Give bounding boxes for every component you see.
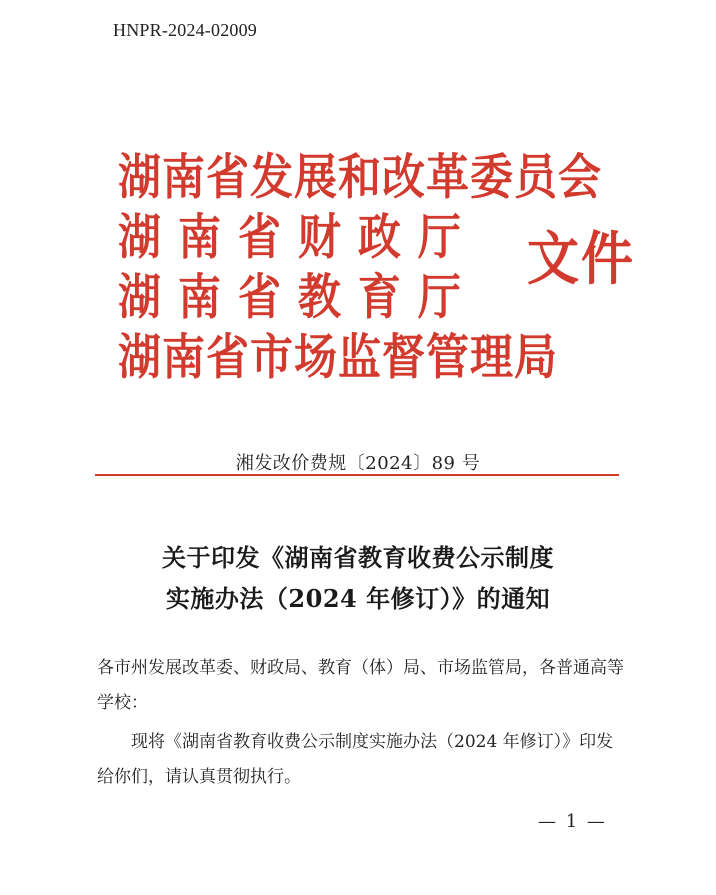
title-line-1: 关于印发《湖南省教育收费公示制度 [162,543,554,572]
agency-name-finance: 湖 南 省 财 政 厅 [118,210,462,266]
addressees: 各市州发展改革委、财政局、教育（体）局、市场监管局，各普通高等学校： [97,658,624,713]
title-line-2: 实施办法（2024 年修订）》的通知 [165,584,551,613]
page-number: — 1 — [538,811,607,832]
agency-name-education: 湖 南 省 教 育 厅 [118,270,462,326]
agency-name-development-reform: 湖南省发展和改革委员会 [118,150,602,206]
agency-name-market-supervision: 湖南省市场监督管理局 [118,330,558,386]
notice-title [0,537,716,619]
masthead-suffix: 文件 [527,225,636,293]
red-divider [95,474,619,476]
document-number: HNPR-2024-02009 [113,20,258,40]
document-code: 湘发改价费规〔2024〕89 号 [235,453,481,474]
body-paragraph: 现将《湖南省教育收费公示制度实施办法（2024 年修订）》印发给你们，请认真贯彻执行。 [97,732,614,787]
